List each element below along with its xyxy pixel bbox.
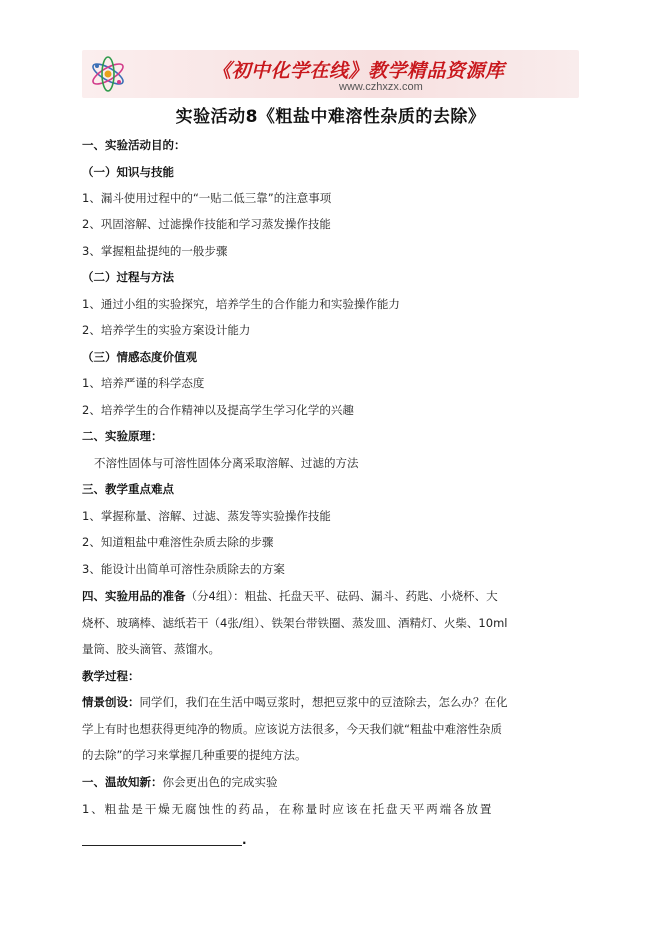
question-line: 1、粗盐是干燥无腐蚀性的药品，在称量时应该在托盘天平两端各放置 bbox=[82, 802, 494, 816]
scenario-line bbox=[82, 694, 508, 710]
text-line: 1、通过小组的实验探究，培养学生的合作能力和实验操作能力 bbox=[82, 297, 400, 311]
section-heading-objectives: 一、实验活动目的： bbox=[82, 138, 186, 152]
text-line: 1、漏斗使用过程中的“一贴二低三靠”的注意事项 bbox=[82, 191, 332, 205]
text-line: 1、掌握称量、溶解、过滤、蒸发等实验操作技能 bbox=[82, 509, 331, 523]
section-heading-key-points: 三、教学重点难点 bbox=[82, 482, 174, 496]
materials-text: （分4组）：粗盐、托盘天平、砝码、漏斗、药匙、小烧杯、大 bbox=[185, 589, 498, 603]
text-line: 量筒、胶头滴管、蒸馏水。 bbox=[82, 642, 220, 656]
banner-url: www.czhxzx.com bbox=[339, 81, 423, 93]
materials-line bbox=[82, 588, 498, 604]
text-line: 不溶性固体与可溶性固体分离采取溶解、过滤的方法 bbox=[94, 456, 359, 470]
review-line bbox=[82, 774, 278, 790]
scenario-text: 同学们，我们在生活中喝豆浆时，想把豆浆中的豆渣除去，怎么办？在化 bbox=[139, 695, 508, 709]
subheading-process-method: （二）过程与方法 bbox=[82, 270, 174, 284]
materials-heading: 四、实验用品的准备 bbox=[82, 589, 186, 603]
text-line: 2、培养学生的实验方案设计能力 bbox=[82, 323, 251, 337]
subheading-attitude-values: （三）情感态度价值观 bbox=[82, 350, 197, 364]
section-heading-principle: 二、实验原理： bbox=[82, 429, 163, 443]
answer-blank-period: . bbox=[242, 833, 247, 847]
text-line: 的去除”的学习来掌握几种重要的提纯方法。 bbox=[82, 748, 307, 762]
text-line: 学上有时也想获得更纯净的物质。应该说方法很多，今天我们就“粗盐中难溶性杂质 bbox=[82, 722, 502, 736]
text-line: 2、培养学生的合作精神以及提高学生学习化学的兴趣 bbox=[82, 403, 354, 417]
atom-logo-icon bbox=[88, 54, 128, 94]
scenario-heading: 情景创设： bbox=[82, 695, 140, 709]
text-line: 3、能设计出简单可溶性杂质除去的方案 bbox=[82, 562, 285, 576]
review-text: 你会更出色的完成实验 bbox=[162, 775, 278, 789]
document-title: 实验活动8《粗盐中难溶性杂质的去除》 bbox=[175, 107, 486, 127]
banner-title: 《初中化学在线》教学精品资源库 bbox=[212, 60, 505, 82]
text-line: 3、掌握粗盐提纯的一般步骤 bbox=[82, 244, 228, 258]
header-banner bbox=[82, 50, 579, 98]
subheading-knowledge-skills: （一）知识与技能 bbox=[82, 165, 174, 179]
text-line: 2、知道粗盐中难溶性杂质去除的步骤 bbox=[82, 535, 274, 549]
section-heading-teaching-process: 教学过程： bbox=[82, 669, 140, 683]
review-heading: 一、温故知新： bbox=[82, 775, 163, 789]
answer-blank bbox=[82, 835, 242, 846]
text-line: 烧杯、玻璃棒、滤纸若干（4张/组）、铁架台带铁圈、蒸发皿、酒精灯、火柴、10ml bbox=[82, 616, 508, 630]
text-line: 1、培养严谨的科学态度 bbox=[82, 376, 205, 390]
text-line: 2、巩固溶解、过滤操作技能和学习蒸发操作技能 bbox=[82, 217, 331, 231]
